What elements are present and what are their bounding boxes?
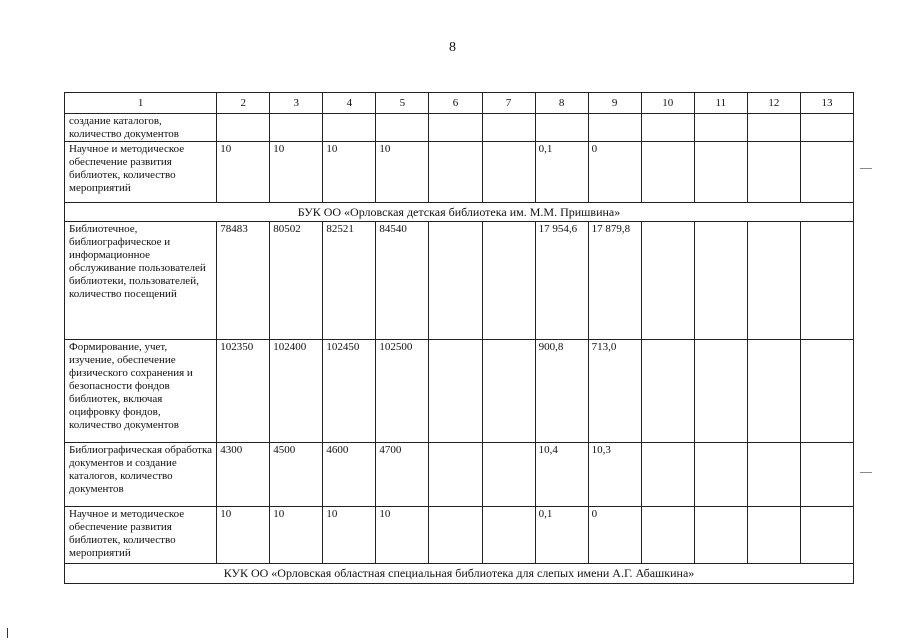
table-row <box>65 507 854 564</box>
row-label: Научное и методическое обеспечение развития библиотек, количество мероприятий <box>65 507 217 564</box>
table-cell <box>429 142 482 203</box>
table-cell: 0,1 <box>535 142 588 203</box>
table-cell <box>747 114 800 142</box>
table-cell: 102350 <box>217 340 270 443</box>
edge-mark <box>860 472 872 473</box>
table-cell <box>694 443 747 507</box>
table-row <box>65 142 854 203</box>
column-header: 6 <box>429 93 482 114</box>
table-cell <box>800 222 853 340</box>
table-cell <box>800 443 853 507</box>
table-cell <box>588 114 641 142</box>
page-number: 8 <box>449 40 456 55</box>
table-cell <box>376 114 429 142</box>
table-cell: 84540 <box>376 222 429 340</box>
table-cell <box>747 507 800 564</box>
table-cell <box>747 443 800 507</box>
column-header: 5 <box>376 93 429 114</box>
section-title: КУК ОО «Орловская областная специальная библиотека для слепых имени А.Г. Абашкина» <box>65 564 854 584</box>
table-cell <box>429 443 482 507</box>
table-cell: 102400 <box>270 340 323 443</box>
table-cell <box>482 443 535 507</box>
table-cell: 17 954,6 <box>535 222 588 340</box>
table-cell <box>482 340 535 443</box>
table-cell: 0,1 <box>535 507 588 564</box>
row-label: Библиографическая обработка документов и создание каталогов, количество документов <box>65 443 217 507</box>
table-cell <box>323 114 376 142</box>
column-header: 4 <box>323 93 376 114</box>
table-cell: 10 <box>376 507 429 564</box>
table-cell: 10 <box>323 507 376 564</box>
table-cell <box>429 114 482 142</box>
table-cell: 4500 <box>270 443 323 507</box>
table-cell <box>217 114 270 142</box>
table-cell <box>641 507 694 564</box>
row-label: Научное и методическое обеспечение развития библиотек, количество мероприятий <box>65 142 217 203</box>
table-cell <box>641 142 694 203</box>
table-cell: 4700 <box>376 443 429 507</box>
table-cell: 10 <box>217 507 270 564</box>
section-row <box>65 203 854 222</box>
table-cell <box>641 340 694 443</box>
table-cell: 10,3 <box>588 443 641 507</box>
column-header: 9 <box>588 93 641 114</box>
table-cell: 17 879,8 <box>588 222 641 340</box>
table-cell <box>429 340 482 443</box>
table-cell <box>694 142 747 203</box>
column-header: 7 <box>482 93 535 114</box>
table-header-row <box>65 93 854 114</box>
table-row <box>65 443 854 507</box>
table-cell <box>482 142 535 203</box>
table-cell <box>800 507 853 564</box>
table-cell <box>747 222 800 340</box>
table-cell: 4600 <box>323 443 376 507</box>
table-cell: 0 <box>588 142 641 203</box>
section-title: БУК ОО «Орловская детская библиотека им. М.М. Пришвина» <box>65 203 854 222</box>
table-cell: 10 <box>270 142 323 203</box>
table-cell <box>694 507 747 564</box>
column-header: 2 <box>217 93 270 114</box>
column-header: 1 <box>65 93 217 114</box>
row-label: Библиотечное, библиографическое и информационное обслуживание пользователей библиотеки, пользователей, количество посещений <box>65 222 217 340</box>
data-table <box>64 92 854 584</box>
column-header: 12 <box>747 93 800 114</box>
table-cell <box>694 114 747 142</box>
table-cell: 900,8 <box>535 340 588 443</box>
table-cell: 10 <box>270 507 323 564</box>
edge-mark <box>860 168 872 169</box>
table-cell: 10,4 <box>535 443 588 507</box>
column-header: 10 <box>641 93 694 114</box>
table-cell <box>641 222 694 340</box>
table-cell: 10 <box>376 142 429 203</box>
table-cell <box>747 142 800 203</box>
table-cell <box>641 443 694 507</box>
table-cell <box>482 507 535 564</box>
table-cell <box>747 340 800 443</box>
table-cell: 102450 <box>323 340 376 443</box>
table-cell <box>535 114 588 142</box>
table-cell <box>800 114 853 142</box>
table-cell <box>270 114 323 142</box>
table-cell <box>641 114 694 142</box>
table-row <box>65 340 854 443</box>
table-cell: 82521 <box>323 222 376 340</box>
table-row <box>65 222 854 340</box>
table-cell: 10 <box>323 142 376 203</box>
table-cell <box>482 222 535 340</box>
column-header: 11 <box>694 93 747 114</box>
table-cell: 80502 <box>270 222 323 340</box>
section-row <box>65 564 854 584</box>
table-cell: 10 <box>217 142 270 203</box>
table-cell <box>800 340 853 443</box>
table-cell: 4300 <box>217 443 270 507</box>
column-header: 3 <box>270 93 323 114</box>
corner-mark <box>7 628 8 638</box>
table-cell: 713,0 <box>588 340 641 443</box>
table-cell <box>800 142 853 203</box>
table-cell <box>429 507 482 564</box>
column-header: 8 <box>535 93 588 114</box>
row-label: Формирование, учет, изучение, обеспечение физического сохранения и безопасности фондов библиотек, включая оцифровку фондов, количество документов <box>65 340 217 443</box>
table-cell: 78483 <box>217 222 270 340</box>
table-cell <box>694 222 747 340</box>
table-cell <box>429 222 482 340</box>
table-cell <box>694 340 747 443</box>
table-cell <box>482 114 535 142</box>
table-row <box>65 114 854 142</box>
row-label: создание каталогов, количество документов <box>65 114 217 142</box>
table-cell: 102500 <box>376 340 429 443</box>
column-header: 13 <box>800 93 853 114</box>
table-cell: 0 <box>588 507 641 564</box>
